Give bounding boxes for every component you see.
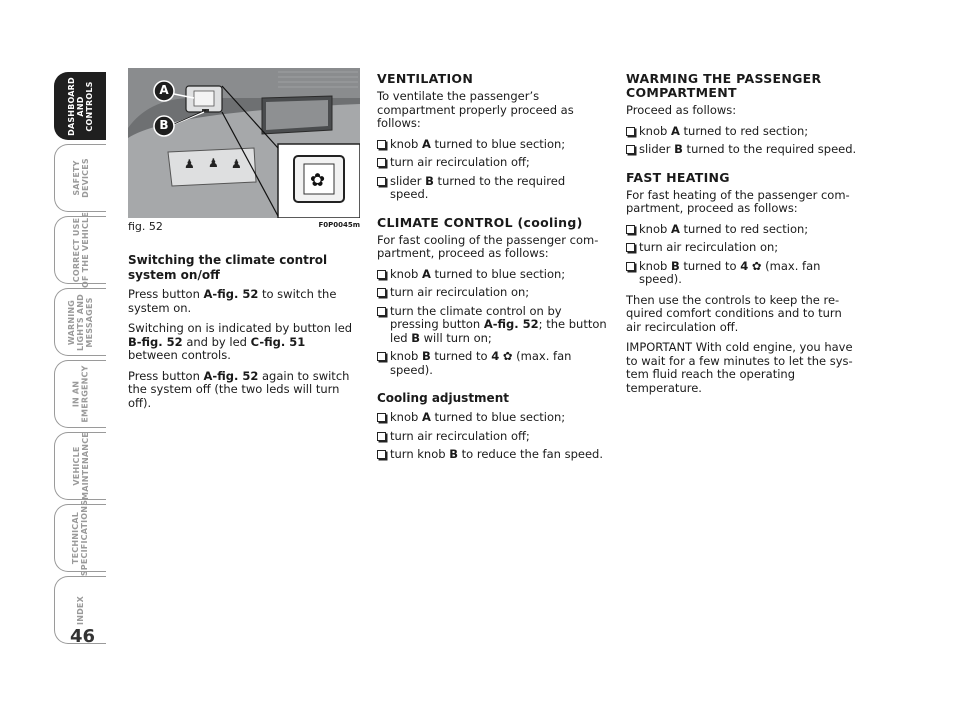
figure-code: F0P0045m bbox=[318, 221, 360, 229]
list-item: slider B turned to the required speed. bbox=[377, 175, 607, 202]
list-item: slider B turned to the required speed. bbox=[626, 143, 858, 157]
list-item: turn air recirculation off; bbox=[377, 430, 607, 444]
section-heading-ventilation: VENTILATION bbox=[377, 71, 474, 86]
section-heading-warming: WARMING THE PASSENGER COMPARTMENT bbox=[626, 71, 822, 100]
tab-correct-use[interactable] bbox=[54, 211, 106, 289]
list-item: turn the climate control on by pressing button A-fig. 52; the button led B will turn on; bbox=[377, 305, 607, 346]
list-item: turn knob B to reduce the fan speed. bbox=[377, 448, 607, 462]
section-heading-cooling-adjustment: Cooling adjustment bbox=[377, 391, 509, 405]
adjustment-list bbox=[377, 411, 607, 462]
svg-text:♟: ♟ bbox=[231, 157, 242, 171]
svg-text:✿: ✿ bbox=[310, 170, 326, 191]
important-note: IMPORTANT With cold engine, you have to wait for a few minutes to let the system fluid reach the operating temperature. bbox=[626, 340, 853, 395]
section-heading-fast-heating: FAST HEATING bbox=[626, 169, 730, 185]
list-item: knob A turned to blue section; bbox=[377, 138, 607, 152]
list-item: knob B turned to 4 ✿ (max. fan speed). bbox=[377, 350, 607, 377]
tab-label: VEHICLE MAINTENANCE bbox=[71, 432, 90, 500]
paragraph: Press button A-fig. 52 to switch the system on. bbox=[128, 287, 337, 315]
tab-label: DASHBOARD AND CONTROLS bbox=[67, 76, 95, 136]
tab-technical-specifications[interactable] bbox=[54, 499, 106, 577]
paragraph: Press button A-fig. 52 again to switch the system off (the two leds will turn off). bbox=[128, 368, 350, 410]
paragraph: Proceed as follows: bbox=[626, 103, 737, 117]
tab-label: TECHNICAL SPECIFICATIONS bbox=[71, 499, 90, 577]
fast-heating-list bbox=[626, 223, 858, 287]
svg-text:♟: ♟ bbox=[184, 157, 195, 171]
section-heading-switching: Switching the climate control system on/off bbox=[128, 253, 328, 282]
warming-list bbox=[626, 125, 858, 157]
svg-text:♟: ♟ bbox=[208, 156, 219, 170]
tab-warning-lights[interactable] bbox=[54, 288, 106, 356]
section-heading-cooling: CLIMATE CONTROL (cooling) bbox=[377, 214, 583, 230]
column-1 bbox=[128, 253, 358, 417]
tab-label: CORRECT USE OF THE VEHICLE bbox=[71, 211, 90, 289]
paragraph: For fast heating of the passenger compartment, proceed as follows: bbox=[626, 187, 850, 215]
paragraph: Switching on is indicated by button led B-fig. 52 and by led C-fig. 51 between controls. bbox=[128, 321, 353, 362]
column-3 bbox=[626, 72, 858, 402]
fan-icon: ✿ bbox=[751, 258, 762, 273]
list-item: knob A turned to blue section; bbox=[377, 268, 607, 282]
paragraph: For fast cooling of the passenger compartment, proceed as follows: bbox=[377, 232, 599, 260]
ventilation-list bbox=[377, 138, 607, 202]
callout-a-label: A bbox=[159, 83, 169, 97]
tab-label: IN AN EMERGENCY bbox=[71, 365, 90, 423]
list-item: knob A turned to red section; bbox=[626, 223, 858, 237]
column-2 bbox=[377, 72, 607, 469]
tab-label: SAFETY DEVICES bbox=[71, 158, 90, 198]
list-item: turn air recirculation on; bbox=[626, 241, 858, 255]
cooling-list bbox=[377, 268, 607, 378]
list-item: turn air recirculation off; bbox=[377, 156, 607, 170]
list-item: knob B turned to 4 ✿ (max. fan speed). bbox=[626, 260, 858, 287]
tab-dashboard-and-controls[interactable] bbox=[54, 72, 106, 140]
paragraph: Then use the controls to keep the required comfort conditions and to turn air recirculation off. bbox=[626, 292, 842, 334]
chapter-tabs bbox=[54, 72, 106, 648]
figure-caption bbox=[128, 220, 360, 233]
tab-vehicle-maintenance[interactable] bbox=[54, 432, 106, 500]
figure-caption-text: fig. 52 bbox=[128, 220, 163, 233]
fan-icon: ✿ bbox=[502, 349, 513, 363]
paragraph: To ventilate the passenger’s compartment properly proceed as follows: bbox=[377, 89, 574, 130]
tab-in-an-emergency[interactable] bbox=[54, 360, 106, 428]
list-item: knob A turned to blue section; bbox=[377, 411, 607, 425]
tab-safety-devices[interactable] bbox=[54, 144, 106, 212]
figure-52-illustration bbox=[128, 68, 360, 218]
callout-b-label: B bbox=[159, 118, 169, 132]
list-item: turn air recirculation on; bbox=[377, 286, 607, 300]
list-item: knob A turned to red section; bbox=[626, 125, 858, 139]
page-number: 46 bbox=[70, 626, 96, 647]
tab-label: INDEX bbox=[75, 595, 85, 625]
tab-label: WARNING LIGHTS AND MESSAGES bbox=[67, 293, 94, 351]
